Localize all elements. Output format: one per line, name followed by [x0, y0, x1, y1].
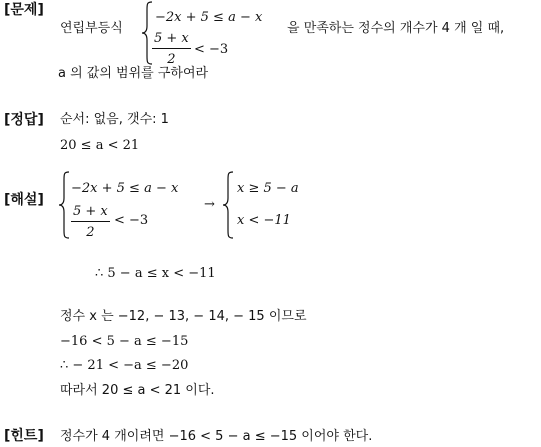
problem-tail: 을 만족하는 정수의 개수가 4 개 일 때, [287, 21, 505, 36]
solution-eq2-rest: < −3 [114, 213, 149, 228]
problem-eq2-fraction [152, 31, 191, 67]
solution-left-brace [58, 170, 72, 240]
solution-eq2-numerator: 5 + x [73, 204, 108, 219]
solution-eq1: −2x + 5 ≤ a − x [71, 181, 179, 196]
problem-eq1: −2x + 5 ≤ a − x [155, 10, 263, 25]
answer-line1: 순서: 없음, 갯수: 1 [60, 112, 169, 127]
problem-line2: a 의 값의 범위를 구하여라 [58, 66, 209, 81]
hint-text: 정수가 4 개이려면 −16 < 5 − a ≤ −15 이어야 한다. [60, 429, 373, 444]
problem-eq2-rest: < −3 [194, 42, 229, 57]
answer-label: [정답] [4, 112, 44, 128]
solution-integers: 정수 x 는 −12, − 13, − 14, − 15 이므로 [60, 309, 307, 324]
solution-eq2-denominator: 2 [86, 225, 95, 240]
solution-label: [해설] [4, 192, 44, 208]
hint-label: [힌트] [4, 428, 44, 444]
problem-eq2-denominator: 2 [167, 52, 176, 67]
solution-therefore1: ∴ 5 − a ≤ x < −11 [95, 266, 216, 281]
solution-ineq2: ∴ − 21 < −a ≤ −20 [60, 358, 189, 373]
solution-eq2-fraction [71, 204, 110, 240]
solution-result1: x ≥ 5 − a [237, 181, 299, 196]
solution-result2: x < −11 [237, 213, 291, 228]
problem-eq2-numerator: 5 + x [154, 31, 189, 46]
problem-label: [문제] [4, 2, 44, 18]
solution-right-brace [222, 170, 236, 240]
solution-arrow: → [204, 197, 215, 212]
answer-line2: 20 ≤ a < 21 [60, 138, 140, 153]
problem-lead: 연립부등식 [60, 21, 123, 36]
solution-conclusion: 따라서 20 ≤ a < 21 이다. [60, 383, 215, 398]
solution-ineq1: −16 < 5 − a ≤ −15 [60, 334, 189, 349]
